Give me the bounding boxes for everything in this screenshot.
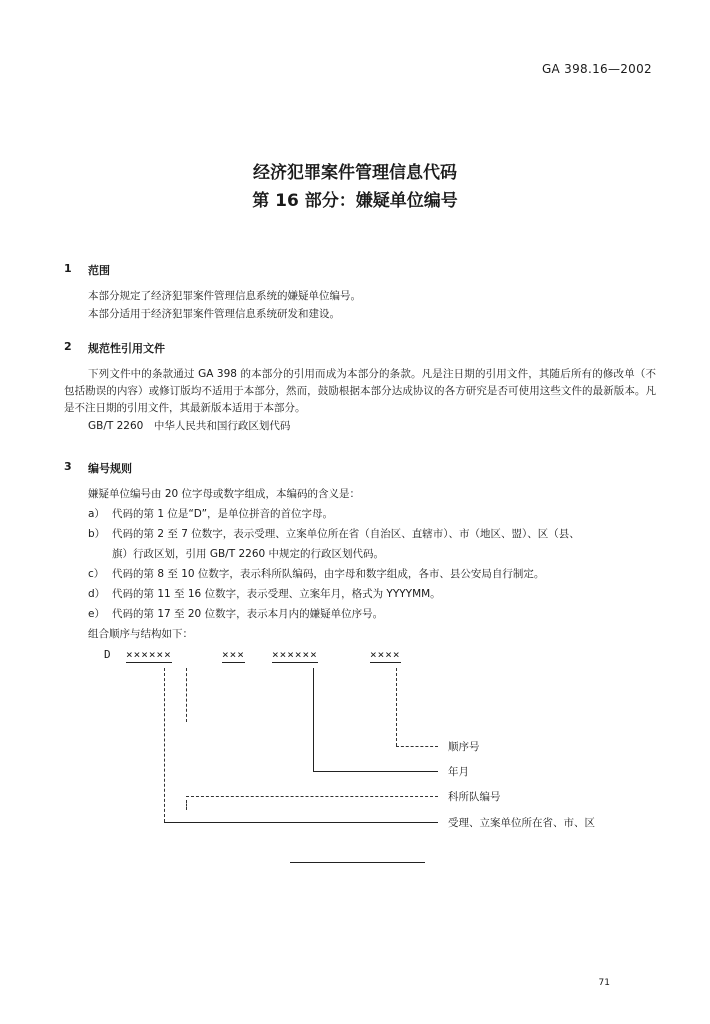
list-item-label: e） xyxy=(88,608,105,620)
document-title-line1: 经济犯罪案件管理信息代码 xyxy=(253,163,457,183)
section-2-number: 2 xyxy=(64,340,72,353)
code-group-yearmonth: ×××××× xyxy=(272,648,318,661)
section-1-line-2: 本部分适用于经济犯罪案件管理信息系统研发和建设。 xyxy=(88,308,340,320)
section-1-heading: 范围 xyxy=(88,264,110,277)
code-group-region: ×××××× xyxy=(126,648,172,661)
list-item-text: 代码的第 8 至 10 位数字，表示科所队编码，由字母和数字组成，各市、县公安局自行制定。 xyxy=(112,568,545,580)
end-rule xyxy=(290,862,425,863)
section-2-heading: 规范性引用文件 xyxy=(88,342,165,355)
connector-region xyxy=(164,668,165,822)
connector-yearmonth-arm xyxy=(313,771,438,772)
normative-reference: GB/T 2260 中华人民共和国行政区划代码 xyxy=(88,420,291,432)
connector-team-lower xyxy=(186,800,187,810)
list-item-label: b） xyxy=(88,528,106,540)
section-3-number: 3 xyxy=(64,460,72,473)
section-1-number: 1 xyxy=(64,262,72,275)
label-sequence: 顺序号 xyxy=(448,741,480,753)
connector-team xyxy=(186,668,187,722)
structure-intro: 组合顺序与结构如下： xyxy=(88,628,193,640)
section-3-heading: 编号规则 xyxy=(88,462,132,475)
connector-team-arm xyxy=(186,796,438,797)
section-1-line-1: 本部分规定了经济犯罪案件管理信息系统的嫌疑单位编号。 xyxy=(88,290,361,302)
page-number: 71 xyxy=(598,978,610,988)
list-item-text: 代码的第 17 至 20 位数字，表示本月内的嫌疑单位序号。 xyxy=(112,608,384,620)
label-year-month: 年月 xyxy=(448,766,469,778)
list-item-text: 代码的第 2 至 7 位数字，表示受理、立案单位所在省（自治区、直辖市）、市（地区、盟）、区（县、 xyxy=(112,528,580,540)
list-item-label: d） xyxy=(88,588,106,600)
label-unit-region: 受理、立案单位所在省、市、区 xyxy=(448,817,595,829)
connector-sequence xyxy=(396,668,397,746)
connector-region-arm xyxy=(164,822,438,823)
list-item-label: a） xyxy=(88,508,105,520)
code-prefix: D xyxy=(104,648,112,661)
section-2-paragraph: 下列文件中的条款通过 GA 398 的本部分的引用而成为本部分的条款。凡是注日期的引用文件，其随后所有的修改单（不包括勘误的内容）或修订版均不适用于本部分，然而，鼓励根据本部分达成协议的各方研究是否可使用这些文件的最新版本。凡是不注日期的引用文件，其最新版本适用于本部分。 xyxy=(64,368,656,414)
list-item-text: 代码的第 11 至 16 位数字，表示受理、立案年月，格式为 YYYYMM。 xyxy=(112,588,441,600)
standard-number: GA 398.16—2002 xyxy=(541,62,652,76)
code-group-sequence: ×××× xyxy=(370,648,401,661)
list-item-text: 代码的第 1 位是“D”，是单位拼音的首位字母。 xyxy=(112,508,334,520)
list-item-text-continued: 旗）行政区划，引用 GB/T 2260 中规定的行政区划代码。 xyxy=(112,548,385,560)
document-title-line2: 第 16 部分：嫌疑单位编号 xyxy=(252,191,458,211)
connector-sequence-arm xyxy=(396,746,438,747)
section-3-intro: 嫌疑单位编号由 20 位字母或数字组成，本编码的含义是： xyxy=(88,488,361,500)
label-team-code: 科所队编号 xyxy=(448,791,501,803)
code-group-team: ××× xyxy=(222,648,245,661)
connector-yearmonth xyxy=(313,668,314,771)
list-item-label: c） xyxy=(88,568,105,580)
